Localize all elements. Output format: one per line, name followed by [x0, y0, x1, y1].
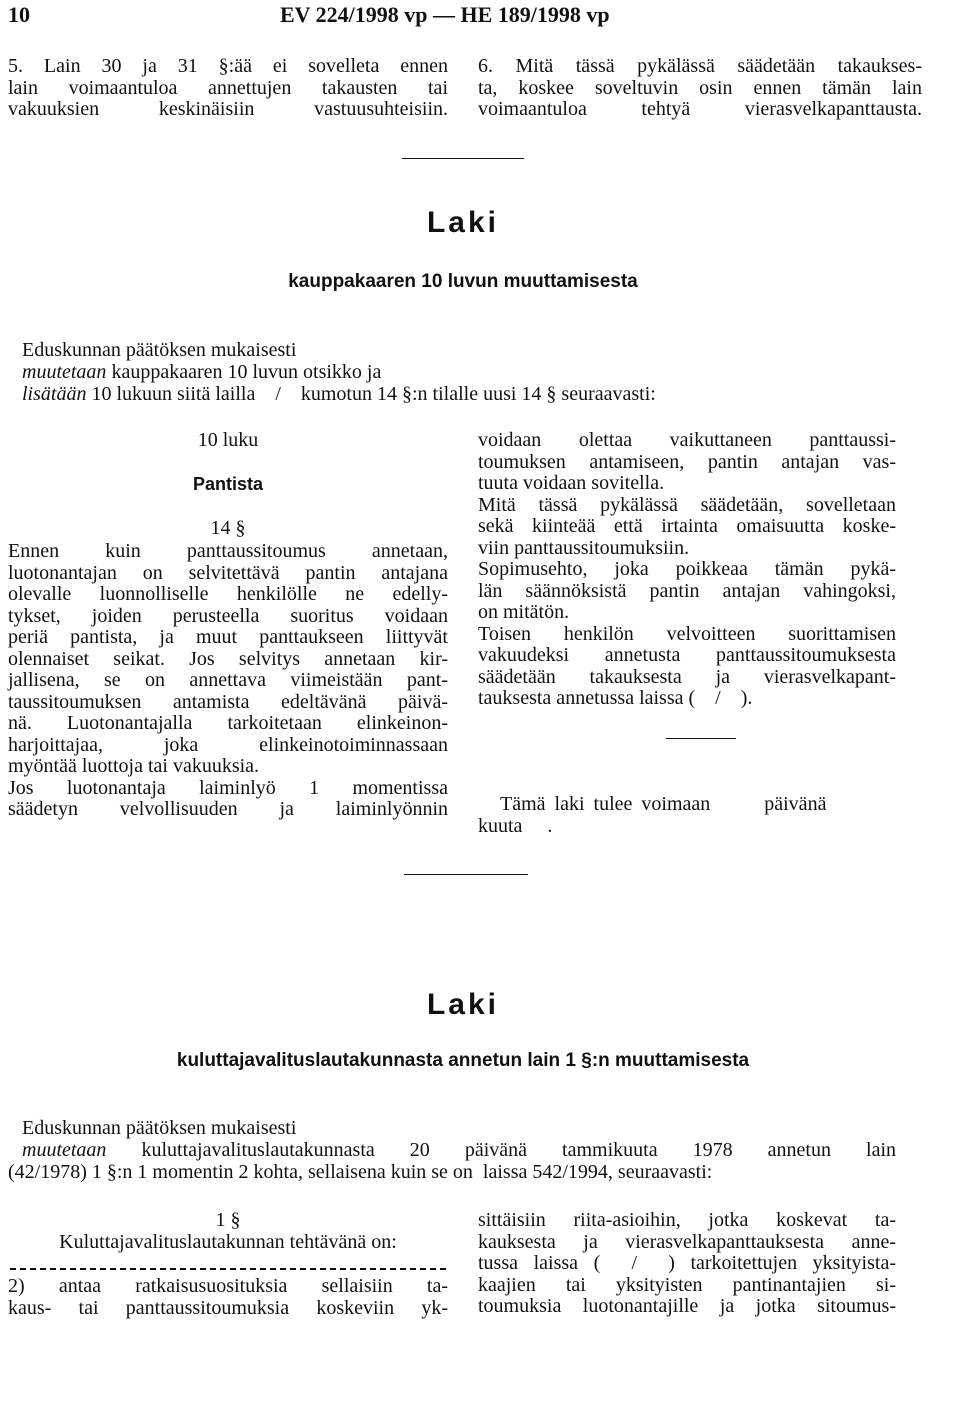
text-line: lain voimaantuloa annettujen takausten tai [8, 76, 448, 99]
text-line: olevalle luonnolliselle henkilölle ne edelly- [8, 583, 448, 605]
amend-verb: muutetaan [22, 1139, 107, 1161]
addition-clause [22, 384, 656, 406]
chapter-title: Pantista [192, 474, 264, 494]
text-line: on mitätön. [478, 601, 570, 623]
amendment-clause [22, 362, 381, 384]
text-line: jallisena, se on annettava viimeistään pant- [8, 669, 448, 691]
text-line: toumuksia luotonantajille ja jotka sitoumus- [478, 1295, 896, 1317]
text-line: sittäisiin riita-asioihin, jotka koskevat ta- [478, 1209, 896, 1231]
section-1-body [8, 1276, 448, 1319]
text-line: ta, koskee soveltuvin osin ennen tämän lain [478, 76, 922, 99]
text-line: myöntää luottoja tai vakuuksia. [8, 755, 260, 777]
text-line: olennaiset seikat. Jos selvitys annetaan kir- [8, 647, 448, 670]
text-line: 2) antaa ratkaisusuosituksia sellaisiin ta- [8, 1275, 448, 1297]
text-line: tussa laissa ( / ) tarkoitettujen yksityista- [478, 1252, 896, 1274]
text-line: luotonantajan on selvitettävä pantin antajana [8, 561, 448, 584]
text-line: taussitoumuksen antamista edeltävänä päivä- [8, 690, 448, 713]
text-line: län säännöksistä pantin antajan vahingoksi, [478, 579, 896, 602]
amendment-clause-continued: (42/1978) 1 §:n 1 momentin 2 kohta, sellaisena kuin se on laissa 542/1994, seuraavasti: [8, 1161, 713, 1183]
text-line: toumuksen antamiseen, pantin antajan vas- [478, 450, 896, 473]
text-line: Ennen kuin panttaussitoumus annetaan, [8, 540, 448, 562]
enactment-clause: Eduskunnan päätöksen mukaisesti [22, 1117, 297, 1139]
section-number: 14 § [210, 517, 246, 539]
document-title: EV 224/1998 vp — HE 189/1998 vp [280, 2, 610, 27]
text-line: Sopimusehto, joka poikkeaa tämän pykä- [478, 558, 896, 580]
text-line: säädetyn velvollisuuden ja laiminlyönnin [8, 798, 448, 820]
transition-provision-5 [8, 56, 448, 121]
add-verb: lisätään [22, 383, 87, 405]
text-line: voidaan olettaa vaikuttaneen panttaussi- [478, 429, 896, 451]
amendment-clause [22, 1140, 896, 1162]
text-line: vakuuksien keskinäisiin vastuusuhteisiin. [8, 98, 448, 120]
divider [402, 158, 524, 159]
divider [404, 874, 528, 875]
text-line: sekä kiinteää että irtainta omaisuutta koske- [478, 515, 896, 537]
section-14-body [8, 541, 448, 821]
page-number: 10 [8, 2, 30, 27]
text-line: voimaantuloa tehtyä vierasvelkapanttausta. [478, 98, 922, 120]
text-line: harjoittajaa, joka elinkeinotoiminnassaan [8, 733, 448, 756]
law-subtitle: kauppakaaren 10 luvun muuttamisesta [288, 271, 638, 292]
law-heading: Laki [426, 206, 500, 239]
add-text: 10 lukuun siitä lailla / kumotun 14 §:n tilalle uusi 14 § seuraavasti: [86, 383, 656, 405]
law-subtitle: kuluttajavalituslautakunnasta annetun lain 1 §:n muuttamisesta [176, 1050, 750, 1071]
text-line: Mitä tässä pykälässä säädetään, sovelletaan [478, 493, 896, 516]
section-14-body-continued [478, 430, 896, 710]
transition-provision-6 [478, 56, 922, 121]
text-line: tauksesta annetussa laissa ( / ). [478, 687, 753, 709]
chapter-number: 10 luku [197, 429, 259, 451]
text-line: kaajien tai yksityisten pantinantajien si- [478, 1273, 896, 1296]
text-line: 6. Mitä tässä pykälässä säädetään takaukses- [478, 55, 922, 77]
text-line: tykset, joiden perusteella suoritus voidaan [8, 604, 448, 627]
divider [666, 738, 736, 739]
text-line: Toisen henkilön velvoitteen suorittamisen [478, 622, 896, 645]
text-line: nä. Luotonantajalla tarkoitetaan elinkeinon- [8, 712, 448, 734]
amend-verb: muutetaan [22, 361, 107, 383]
text-line: vakuudeksi annetusta panttaussitoumuksesta [478, 644, 896, 666]
text-line: Jos luotonantaja laiminlyö 1 momentissa [8, 776, 448, 799]
text-line: kauksesta ja vierasvelkapanttauksesta anne- [478, 1230, 896, 1253]
section-number: 1 § [215, 1209, 241, 1231]
text-line: tuuta voidaan sovitella. [478, 472, 665, 494]
text-line: viin panttaussitoumuksiin. [478, 536, 690, 559]
section-1-body-continued [478, 1210, 896, 1318]
law-heading: Laki [426, 988, 500, 1021]
text-line: kaus- tai panttaussitoumuksia koskeviin yk- [8, 1296, 448, 1319]
text-line: 5. Lain 30 ja 31 §:ää ei sovelleta ennen [8, 55, 448, 77]
amend-text: kauppakaaren 10 luvun otsikko ja [106, 361, 382, 383]
section-title: Kuluttajavalituslautakunnan tehtävänä on: [59, 1231, 397, 1253]
text-line: periä pantista, ja muut panttaukseen liittyvät [8, 626, 448, 648]
text-line: säädetään takauksesta ja vierasvelkapant- [478, 665, 896, 688]
enactment-clause: Eduskunnan päätöksen mukaisesti [22, 339, 297, 361]
amend-text: kuluttajavalituslautakunnasta 20 päivänä tammikuuta 1978 annetun lain [106, 1139, 896, 1161]
entry-into-force: Tämä laki tulee voimaan päivänä [500, 793, 827, 815]
entry-into-force-continued: kuuta . [478, 815, 553, 837]
omitted-text-marker [10, 1268, 446, 1270]
